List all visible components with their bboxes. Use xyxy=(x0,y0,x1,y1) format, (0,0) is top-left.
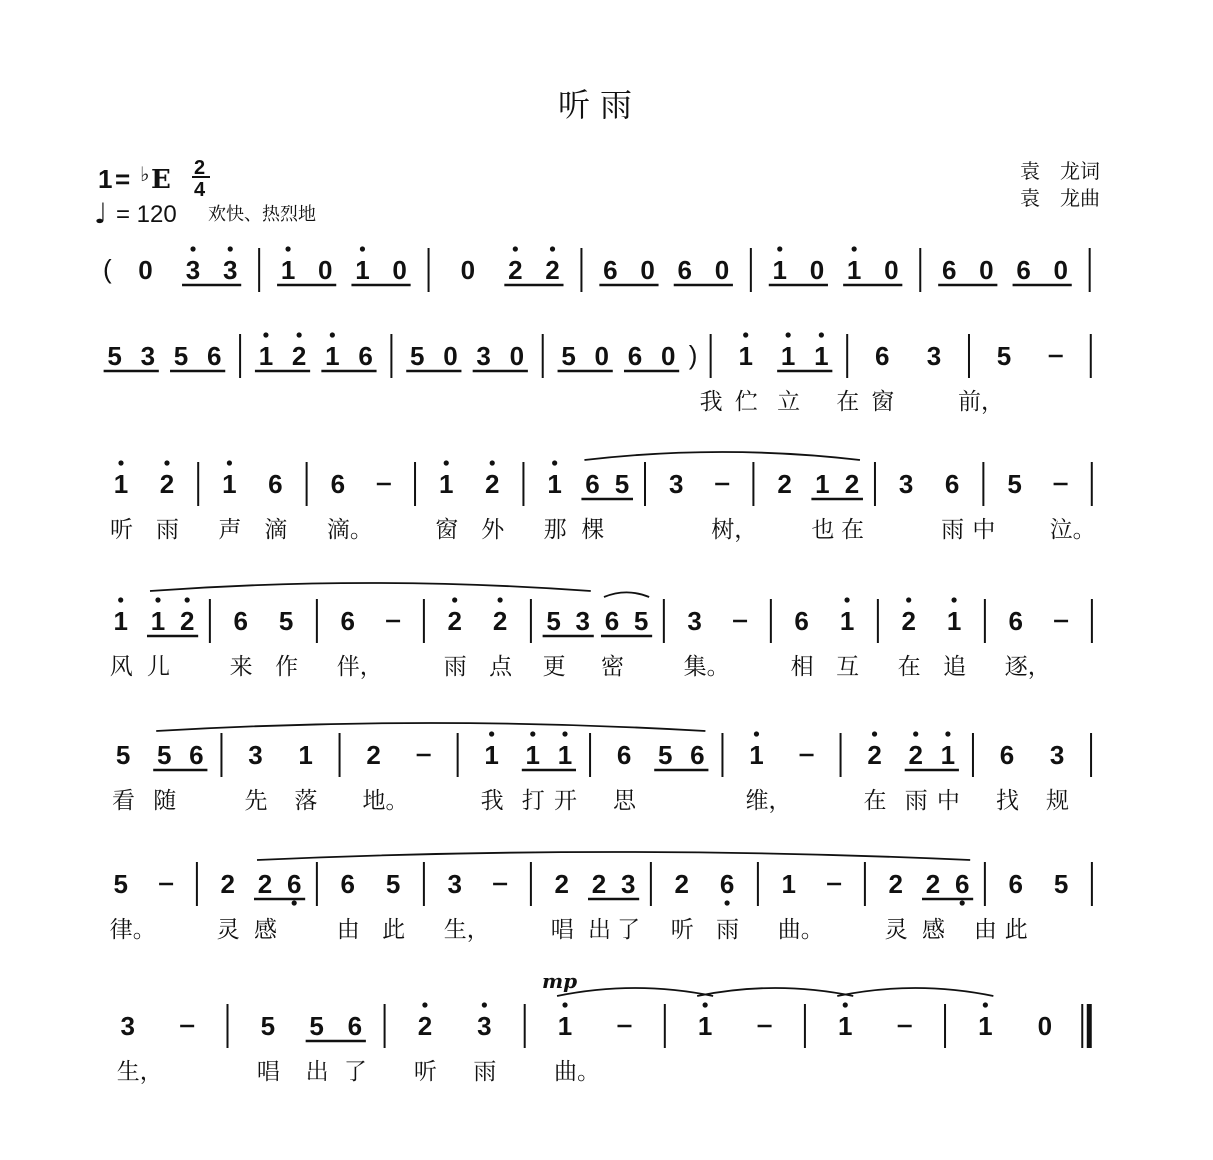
note-digit: 5 xyxy=(113,869,128,899)
lyric-syllable: 看 xyxy=(112,788,136,814)
repeat-paren: ( xyxy=(102,254,112,284)
lyric-syllable: 雨 xyxy=(941,517,965,543)
lyric-syllable: 来 xyxy=(229,654,253,680)
lyric-syllable: 更 xyxy=(542,654,566,680)
lyric-syllable: 那 xyxy=(543,517,567,543)
lyric-syllable: 在 xyxy=(863,788,887,814)
lyric-syllable: 雨 xyxy=(155,517,179,543)
note-digit: 3 xyxy=(476,341,491,371)
note-digit: 5 xyxy=(1053,869,1069,899)
note-digit: 6 xyxy=(189,740,204,770)
note-digit: 3 xyxy=(120,1011,135,1041)
note-digit: 5 xyxy=(1007,469,1022,499)
lyric-syllable: 树， xyxy=(711,517,758,543)
note-digit: 5 xyxy=(278,606,294,636)
note-digit: 6 xyxy=(954,869,970,899)
note-digit: 2 xyxy=(901,606,916,636)
note-digit: 1 xyxy=(839,606,855,636)
lyric-syllable: 听 xyxy=(109,517,133,543)
note-digit: 3 xyxy=(222,255,238,285)
key-tonic: 1 xyxy=(98,164,113,194)
note-digit: 0 xyxy=(714,255,730,285)
note-digit: 6 xyxy=(999,740,1015,770)
note-digit: 0 xyxy=(809,255,825,285)
note-digit: 3 xyxy=(248,740,263,770)
octave-dot-high xyxy=(489,731,494,736)
note-digit: 1 xyxy=(222,469,237,499)
note-digit: 3 xyxy=(926,341,942,371)
note-digit: 3 xyxy=(668,469,684,499)
note-digit: 2 xyxy=(508,255,523,285)
lyric-syllable: 地。 xyxy=(362,788,409,814)
octave-dot-high xyxy=(852,246,857,251)
octave-dot-high xyxy=(228,246,233,251)
lyric-syllable: 曲。 xyxy=(554,1059,601,1085)
time-numerator: 2 xyxy=(194,157,206,179)
note-digit: 1 xyxy=(113,606,128,636)
octave-dot-high xyxy=(552,460,557,465)
octave-dot-high xyxy=(843,1002,848,1007)
octave-dot-high xyxy=(743,332,748,337)
note-digit: 1 xyxy=(258,341,274,371)
note-digit: 2 xyxy=(366,740,381,770)
note-digit: 3 xyxy=(687,606,702,636)
octave-dot-high xyxy=(330,332,335,337)
octave-dot-high xyxy=(872,731,877,736)
octave-dot-high xyxy=(906,597,911,602)
note-digit: 1 xyxy=(838,1011,853,1041)
lyric-syllable: 先 xyxy=(244,788,268,814)
note-digit: 6 xyxy=(690,740,705,770)
octave-dot-high xyxy=(155,597,160,602)
lyric-syllable: 生， xyxy=(443,917,490,943)
octave-dot-high xyxy=(983,1002,988,1007)
lyric-syllable: 窗 xyxy=(871,389,895,415)
octave-dot-high xyxy=(297,332,302,337)
note-digit: 2 xyxy=(417,1011,433,1041)
note-digit: 1 xyxy=(557,1011,573,1041)
note-digit: 2 xyxy=(867,740,882,770)
lyric-syllable: 由 xyxy=(973,917,997,943)
lyric-syllable: 维， xyxy=(745,788,792,814)
note-digit: 5 xyxy=(173,341,189,371)
octave-dot-high xyxy=(550,246,555,251)
lyricist-credit: 袁 龙词 xyxy=(1020,159,1100,183)
octave-dot-high xyxy=(562,1002,567,1007)
octave-dot-high xyxy=(164,460,169,465)
octave-dot-high xyxy=(786,332,791,337)
lyric-syllable: 在 xyxy=(836,389,860,415)
lyric-syllable: 中 xyxy=(972,517,996,543)
slur-arc xyxy=(837,988,993,996)
octave-dot-high xyxy=(444,460,449,465)
note-digit: 6 xyxy=(286,869,302,899)
note-digit: 1 xyxy=(113,469,129,499)
note-digit: 0 xyxy=(460,255,476,285)
note-digit: 0 xyxy=(1053,255,1068,285)
note-digit: 1 xyxy=(547,469,562,499)
lyric-syllable: 由 xyxy=(336,917,360,943)
lyric-syllable: 随 xyxy=(153,788,177,814)
lyric-syllable: 也 xyxy=(811,517,835,543)
note-digit: 1 xyxy=(557,740,573,770)
octave-dot-high xyxy=(819,332,824,337)
note-digit: 1 xyxy=(298,740,313,770)
note-digit: 1 xyxy=(738,341,753,371)
octave-dot-high xyxy=(227,460,232,465)
note-digit: 1 xyxy=(749,740,764,770)
note-digit: 5 xyxy=(633,606,649,636)
lyric-syllable: 逐， xyxy=(1004,654,1051,680)
lyric-syllable: 出 xyxy=(588,917,611,943)
octave-dot-high xyxy=(754,731,759,736)
lyric-syllable: 儿 xyxy=(146,654,170,680)
quarter-note-icon: ♩ xyxy=(94,197,108,230)
note-digit: 6 xyxy=(347,1011,363,1041)
note-digit: 5 xyxy=(546,606,561,636)
lyric-syllable: 了 xyxy=(343,1059,367,1085)
octave-dot-high xyxy=(118,460,123,465)
note-digit: 5 xyxy=(115,740,131,770)
slur-arc xyxy=(156,723,705,731)
note-digit: 2 xyxy=(674,869,689,899)
note-digit: 5 xyxy=(614,469,630,499)
note-digit: 6 xyxy=(358,341,373,371)
lyric-syllable: 律。 xyxy=(109,917,156,943)
lyric-syllable: 灵 xyxy=(884,917,908,943)
note-digit: 1 xyxy=(946,606,962,636)
dynamic-mark: mp xyxy=(542,969,578,993)
note-digit: 6 xyxy=(794,606,809,636)
lyric-syllable: 落 xyxy=(294,788,318,814)
octave-dot-high xyxy=(482,1002,487,1007)
lyric-syllable: 棵 xyxy=(581,517,605,543)
octave-dot-high xyxy=(452,597,457,602)
note-digit: 0 xyxy=(443,341,458,371)
note-digit: 0 xyxy=(392,255,407,285)
lyric-syllable: 风 xyxy=(109,654,133,680)
note-digit: 1 xyxy=(355,255,370,285)
lyric-syllable: 唱 xyxy=(550,917,574,943)
octave-dot-high xyxy=(263,332,268,337)
note-digit: 6 xyxy=(1016,255,1031,285)
note-digit: 2 xyxy=(291,341,307,371)
note-digit: 1 xyxy=(772,255,788,285)
key-signature xyxy=(98,157,210,201)
note-digit: 2 xyxy=(925,869,941,899)
octave-dot-high xyxy=(844,597,849,602)
note-digit: 5 xyxy=(385,869,401,899)
lyric-syllable: 规 xyxy=(1046,788,1070,814)
note-digit: 5 xyxy=(107,341,122,371)
lyric-syllable: 雨 xyxy=(904,788,928,814)
slur-arc xyxy=(584,452,860,460)
note-digit: 2 xyxy=(554,869,569,899)
lyric-syllable: 滴 xyxy=(264,517,288,543)
note-digit: 1 xyxy=(280,255,296,285)
note-digit: 6 xyxy=(719,869,735,899)
lyric-syllable: 出 xyxy=(305,1059,329,1085)
note-digit: 0 xyxy=(594,341,610,371)
slur-arc xyxy=(257,852,970,860)
note-digit: 6 xyxy=(330,469,346,499)
octave-dot-high xyxy=(360,246,365,251)
note-digit: 0 xyxy=(138,255,153,285)
lyric-syllable: 互 xyxy=(836,654,860,680)
notation-lines xyxy=(103,246,1096,1085)
note-digit: 6 xyxy=(677,255,692,285)
octave-dot-high xyxy=(185,597,190,602)
lyric-syllable: 曲。 xyxy=(777,917,824,943)
note-digit: 6 xyxy=(616,740,632,770)
note-digit: 2 xyxy=(591,869,607,899)
note-digit: 6 xyxy=(604,606,620,636)
lyric-syllable: 我 xyxy=(480,788,504,814)
lyric-syllable: 此 xyxy=(382,917,406,943)
note-digit: 1 xyxy=(439,469,454,499)
lyric-syllable: 在 xyxy=(897,654,921,680)
lyric-syllable: 感 xyxy=(922,917,945,943)
lyric-syllable: 滴。 xyxy=(326,517,373,543)
note-digit: 3 xyxy=(1049,740,1065,770)
octave-dot-high xyxy=(513,246,518,251)
tempo-value: = 120 xyxy=(116,201,177,228)
note-digit: 2 xyxy=(484,469,500,499)
lyric-syllable: 雨 xyxy=(716,917,740,943)
note-digit: 2 xyxy=(888,869,903,899)
note-digit: 5 xyxy=(561,341,576,371)
slur-arc xyxy=(557,988,713,996)
note-digit: 3 xyxy=(447,869,462,899)
note-digit: 1 xyxy=(150,606,166,636)
lyric-syllable: 此 xyxy=(1004,917,1028,943)
repeat-paren: ) xyxy=(688,340,698,370)
lyric-syllable: 相 xyxy=(790,654,814,680)
note-digit: 2 xyxy=(159,469,175,499)
note-digit: 0 xyxy=(1037,1011,1053,1041)
note-digit: 1 xyxy=(525,740,541,770)
note-digit: 2 xyxy=(220,869,235,899)
note-digit: 0 xyxy=(979,255,994,285)
octave-dot-high xyxy=(913,731,918,736)
note-digit: 6 xyxy=(944,469,960,499)
note-digit: 6 xyxy=(268,469,283,499)
octave-dot-high xyxy=(945,731,950,736)
note-digit: 6 xyxy=(875,341,890,371)
note-digit: 3 xyxy=(575,606,591,636)
note-digit: 3 xyxy=(140,341,156,371)
note-digit: 5 xyxy=(996,341,1012,371)
octave-dot-low xyxy=(724,900,729,905)
lyric-syllable: 中 xyxy=(936,788,960,814)
key-equals: = xyxy=(115,164,131,194)
octave-dot-high xyxy=(562,731,567,736)
song-title: 听雨 xyxy=(557,86,643,124)
octave-dot-high xyxy=(951,597,956,602)
note-digit: 2 xyxy=(908,740,923,770)
lyric-syllable: 声 xyxy=(218,517,242,543)
note-digit: 0 xyxy=(640,255,655,285)
note-digit: 3 xyxy=(620,869,636,899)
lyric-syllable: 找 xyxy=(995,788,1019,814)
lyric-syllable: 思 xyxy=(613,788,637,814)
lyric-syllable: 集。 xyxy=(683,654,730,680)
note-digit: 1 xyxy=(814,341,829,371)
note-digit: 5 xyxy=(309,1011,324,1041)
note-digit: 6 xyxy=(585,469,600,499)
note-digit: 1 xyxy=(325,341,340,371)
lyric-syllable: 打 xyxy=(521,788,545,814)
note-digit: 2 xyxy=(844,469,860,499)
note-digit: 6 xyxy=(340,606,355,636)
lyric-syllable: 伫 xyxy=(734,389,758,415)
octave-dot-high xyxy=(777,246,782,251)
lyric-syllable: 在 xyxy=(840,517,864,543)
lyric-syllable: 开 xyxy=(554,788,578,814)
note-digit: 5 xyxy=(410,341,425,371)
note-digit: 1 xyxy=(940,740,956,770)
lyric-syllable: 灵 xyxy=(216,917,240,943)
note-digit: 6 xyxy=(340,869,355,899)
slur-arc xyxy=(604,592,649,597)
note-digit: 3 xyxy=(477,1011,492,1041)
note-digit: 1 xyxy=(780,341,796,371)
note-digit: 1 xyxy=(978,1011,993,1041)
note-digit: 0 xyxy=(884,255,899,285)
time-denominator: 4 xyxy=(194,179,206,201)
lyric-syllable: 雨 xyxy=(443,654,467,680)
octave-dot-low xyxy=(960,900,965,905)
note-digit: 2 xyxy=(257,869,273,899)
note-digit: 3 xyxy=(898,469,914,499)
lyric-syllable: 雨 xyxy=(473,1059,497,1085)
lyric-syllable: 密 xyxy=(600,654,624,680)
note-digit: 2 xyxy=(447,606,462,636)
octave-dot-high xyxy=(530,731,535,736)
note-digit: 0 xyxy=(318,255,333,285)
octave-dot-low xyxy=(292,900,297,905)
key-letter: E xyxy=(151,165,171,195)
octave-dot-high xyxy=(190,246,195,251)
lyric-syllable: 听 xyxy=(413,1059,437,1085)
note-digit: 6 xyxy=(627,341,643,371)
note-digit: 6 xyxy=(233,606,248,636)
note-digit: 2 xyxy=(492,606,508,636)
slur-arc xyxy=(697,988,853,996)
note-digit: 6 xyxy=(603,255,618,285)
note-digit: 6 xyxy=(1008,869,1023,899)
lyric-syllable: 我 xyxy=(699,389,723,415)
octave-dot-high xyxy=(490,460,495,465)
lyric-syllable: 感 xyxy=(254,917,277,943)
octave-dot-high xyxy=(703,1002,708,1007)
note-digit: 1 xyxy=(781,869,796,899)
octave-dot-high xyxy=(497,597,502,602)
note-digit: 2 xyxy=(777,469,792,499)
lyric-syllable: 前， xyxy=(957,389,1004,415)
flat-sign: ♭ xyxy=(140,162,150,186)
note-digit: 1 xyxy=(484,740,499,770)
note-digit: 1 xyxy=(815,469,830,499)
lyric-syllable: 伴， xyxy=(336,654,383,680)
lyric-syllable: 窗 xyxy=(435,517,459,543)
note-digit: 0 xyxy=(509,341,525,371)
lyric-syllable: 生， xyxy=(116,1059,163,1085)
note-digit: 1 xyxy=(846,255,862,285)
note-digit: 2 xyxy=(545,255,560,285)
lyric-syllable: 唱 xyxy=(256,1059,280,1085)
note-digit: 0 xyxy=(660,341,676,371)
tempo-expression: 欢快、热烈地 xyxy=(208,204,316,225)
note-digit: 6 xyxy=(1008,606,1023,636)
lyric-syllable: 立 xyxy=(777,389,801,415)
note-digit: 5 xyxy=(657,740,673,770)
lyric-syllable: 点 xyxy=(489,654,513,680)
note-digit: 3 xyxy=(185,255,201,285)
note-digit: 5 xyxy=(156,740,172,770)
lyric-syllable: 泣。 xyxy=(1049,517,1096,543)
lyric-syllable: 追 xyxy=(943,654,967,680)
slur-arc xyxy=(150,583,591,591)
composer-credit: 袁 龙曲 xyxy=(1020,186,1100,210)
note-digit: 2 xyxy=(179,606,195,636)
note-digit: 6 xyxy=(941,255,957,285)
octave-dot-high xyxy=(118,597,123,602)
note-digit: 5 xyxy=(260,1011,276,1041)
lyric-syllable: 作 xyxy=(275,654,299,680)
lyric-syllable: 外 xyxy=(481,517,505,543)
note-digit: 1 xyxy=(697,1011,713,1041)
tempo-marking xyxy=(94,197,316,230)
lyric-syllable: 了 xyxy=(617,917,641,943)
note-digit: 6 xyxy=(207,341,222,371)
lyric-syllable: 听 xyxy=(670,917,694,943)
octave-dot-high xyxy=(422,1002,427,1007)
octave-dot-high xyxy=(285,246,290,251)
